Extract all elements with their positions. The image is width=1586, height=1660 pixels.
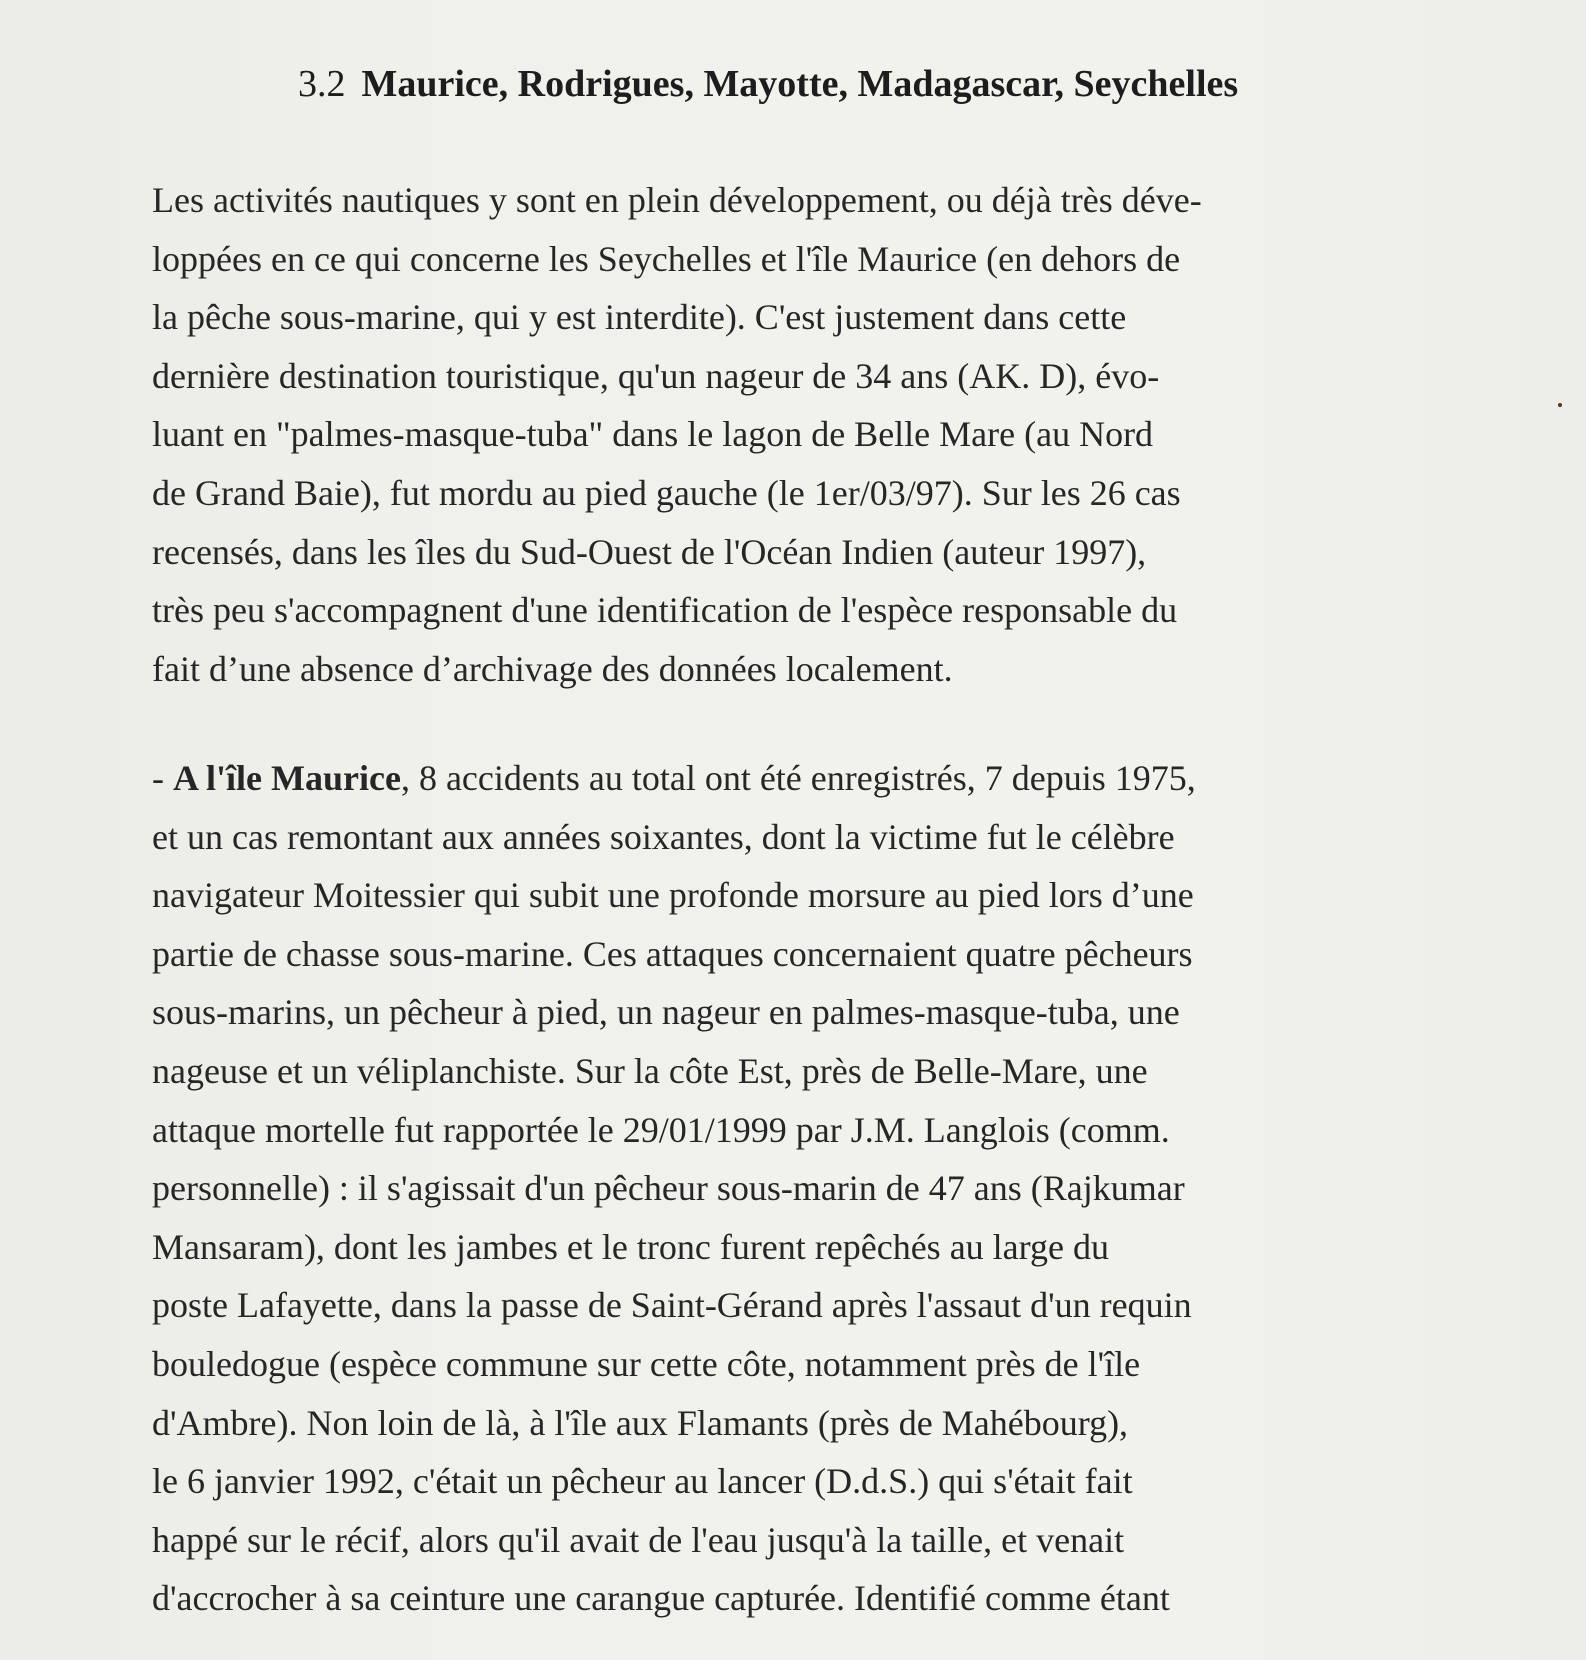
text-line: d'accrocher à sa ceinture une carangue capturée. Identifié comme étant (152, 1578, 1170, 1619)
section-number: 3.2 (298, 63, 346, 105)
text-line: Mansaram), dont les jambes et le tronc furent repêchés au large du (152, 1226, 1109, 1267)
text-line: la pêche sous-marine, qui y est interdite). C'est justement dans cette (152, 297, 1127, 338)
text-line: nageuse et un véliplanchiste. Sur la côte Est, près de Belle-Mare, une (152, 1050, 1148, 1091)
text-line: luant en "palmes-masque-tuba" dans le lagon de Belle Mare (au Nord (152, 414, 1154, 455)
text-line: fait d’une absence d’archivage des données localement. (152, 648, 953, 689)
text-line: d'Ambre). Non loin de là, à l'île aux Flamants (près de Mahébourg), (152, 1402, 1129, 1443)
text-line: très peu s'accompagnent d'une identification de l'espèce responsable du (152, 590, 1178, 631)
section-heading (298, 62, 1238, 106)
paragraph-1 (152, 171, 1202, 698)
text-line: poste Lafayette, dans la passe de Saint-Gérand après l'assaut d'un requin (152, 1285, 1192, 1326)
lead-phrase: A l'île Maurice (173, 758, 401, 798)
text-line: personnelle) : il s'agissait d'un pêcheur sous-marin de 47 ans (Rajkumar (152, 1168, 1185, 1209)
list-dash: - (152, 758, 173, 798)
text-line: bouledogue (espèce commune sur cette côte, notamment près de l'île (152, 1343, 1141, 1384)
text-line: dernière destination touristique, qu'un nageur de 34 ans (AK. D), évo- (152, 355, 1160, 396)
text-line: de Grand Baie), fut mordu au pied gauche (le 1er/03/97). Sur les 26 cas (152, 472, 1181, 513)
text-line: le 6 janvier 1992, c'était un pêcheur au lancer (D.d.S.) qui s'était fait (152, 1461, 1133, 1502)
text-line: recensés, dans les îles du Sud-Ouest de l'Océan Indien (auteur 1997), (152, 531, 1147, 572)
text-line-first (152, 749, 1196, 808)
paper-speck (1558, 403, 1562, 407)
text-line: partie de chasse sous-marine. Ces attaques concernaient quatre pêcheurs (152, 933, 1193, 974)
paragraph-2 (152, 749, 1196, 1628)
text-line: attaque mortelle fut rapportée le 29/01/1999 par J.M. Langlois (comm. (152, 1109, 1170, 1150)
first-line-text: , 8 accidents au total ont été enregistrés, 7 depuis 1975, (400, 758, 1196, 798)
text-line: sous-marins, un pêcheur à pied, un nageur en palmes-masque-tuba, une (152, 992, 1180, 1033)
section-title: Maurice, Rodrigues, Mayotte, Madagascar, Seychelles (361, 63, 1239, 105)
text-line: et un cas remontant aux années soixantes, dont la victime fut le célèbre (152, 816, 1175, 857)
text-line: happé sur le récif, alors qu'il avait de l'eau jusqu'à la taille, et venait (152, 1519, 1125, 1560)
text-line: navigateur Moitessier qui subit une profonde morsure au pied lors d’une (152, 875, 1194, 916)
text-line: Les activités nautiques y sont en plein développement, ou déjà très déve- (152, 180, 1202, 220)
text-line: loppées en ce qui concerne les Seychelles et l'île Maurice (en dehors de (152, 238, 1181, 279)
